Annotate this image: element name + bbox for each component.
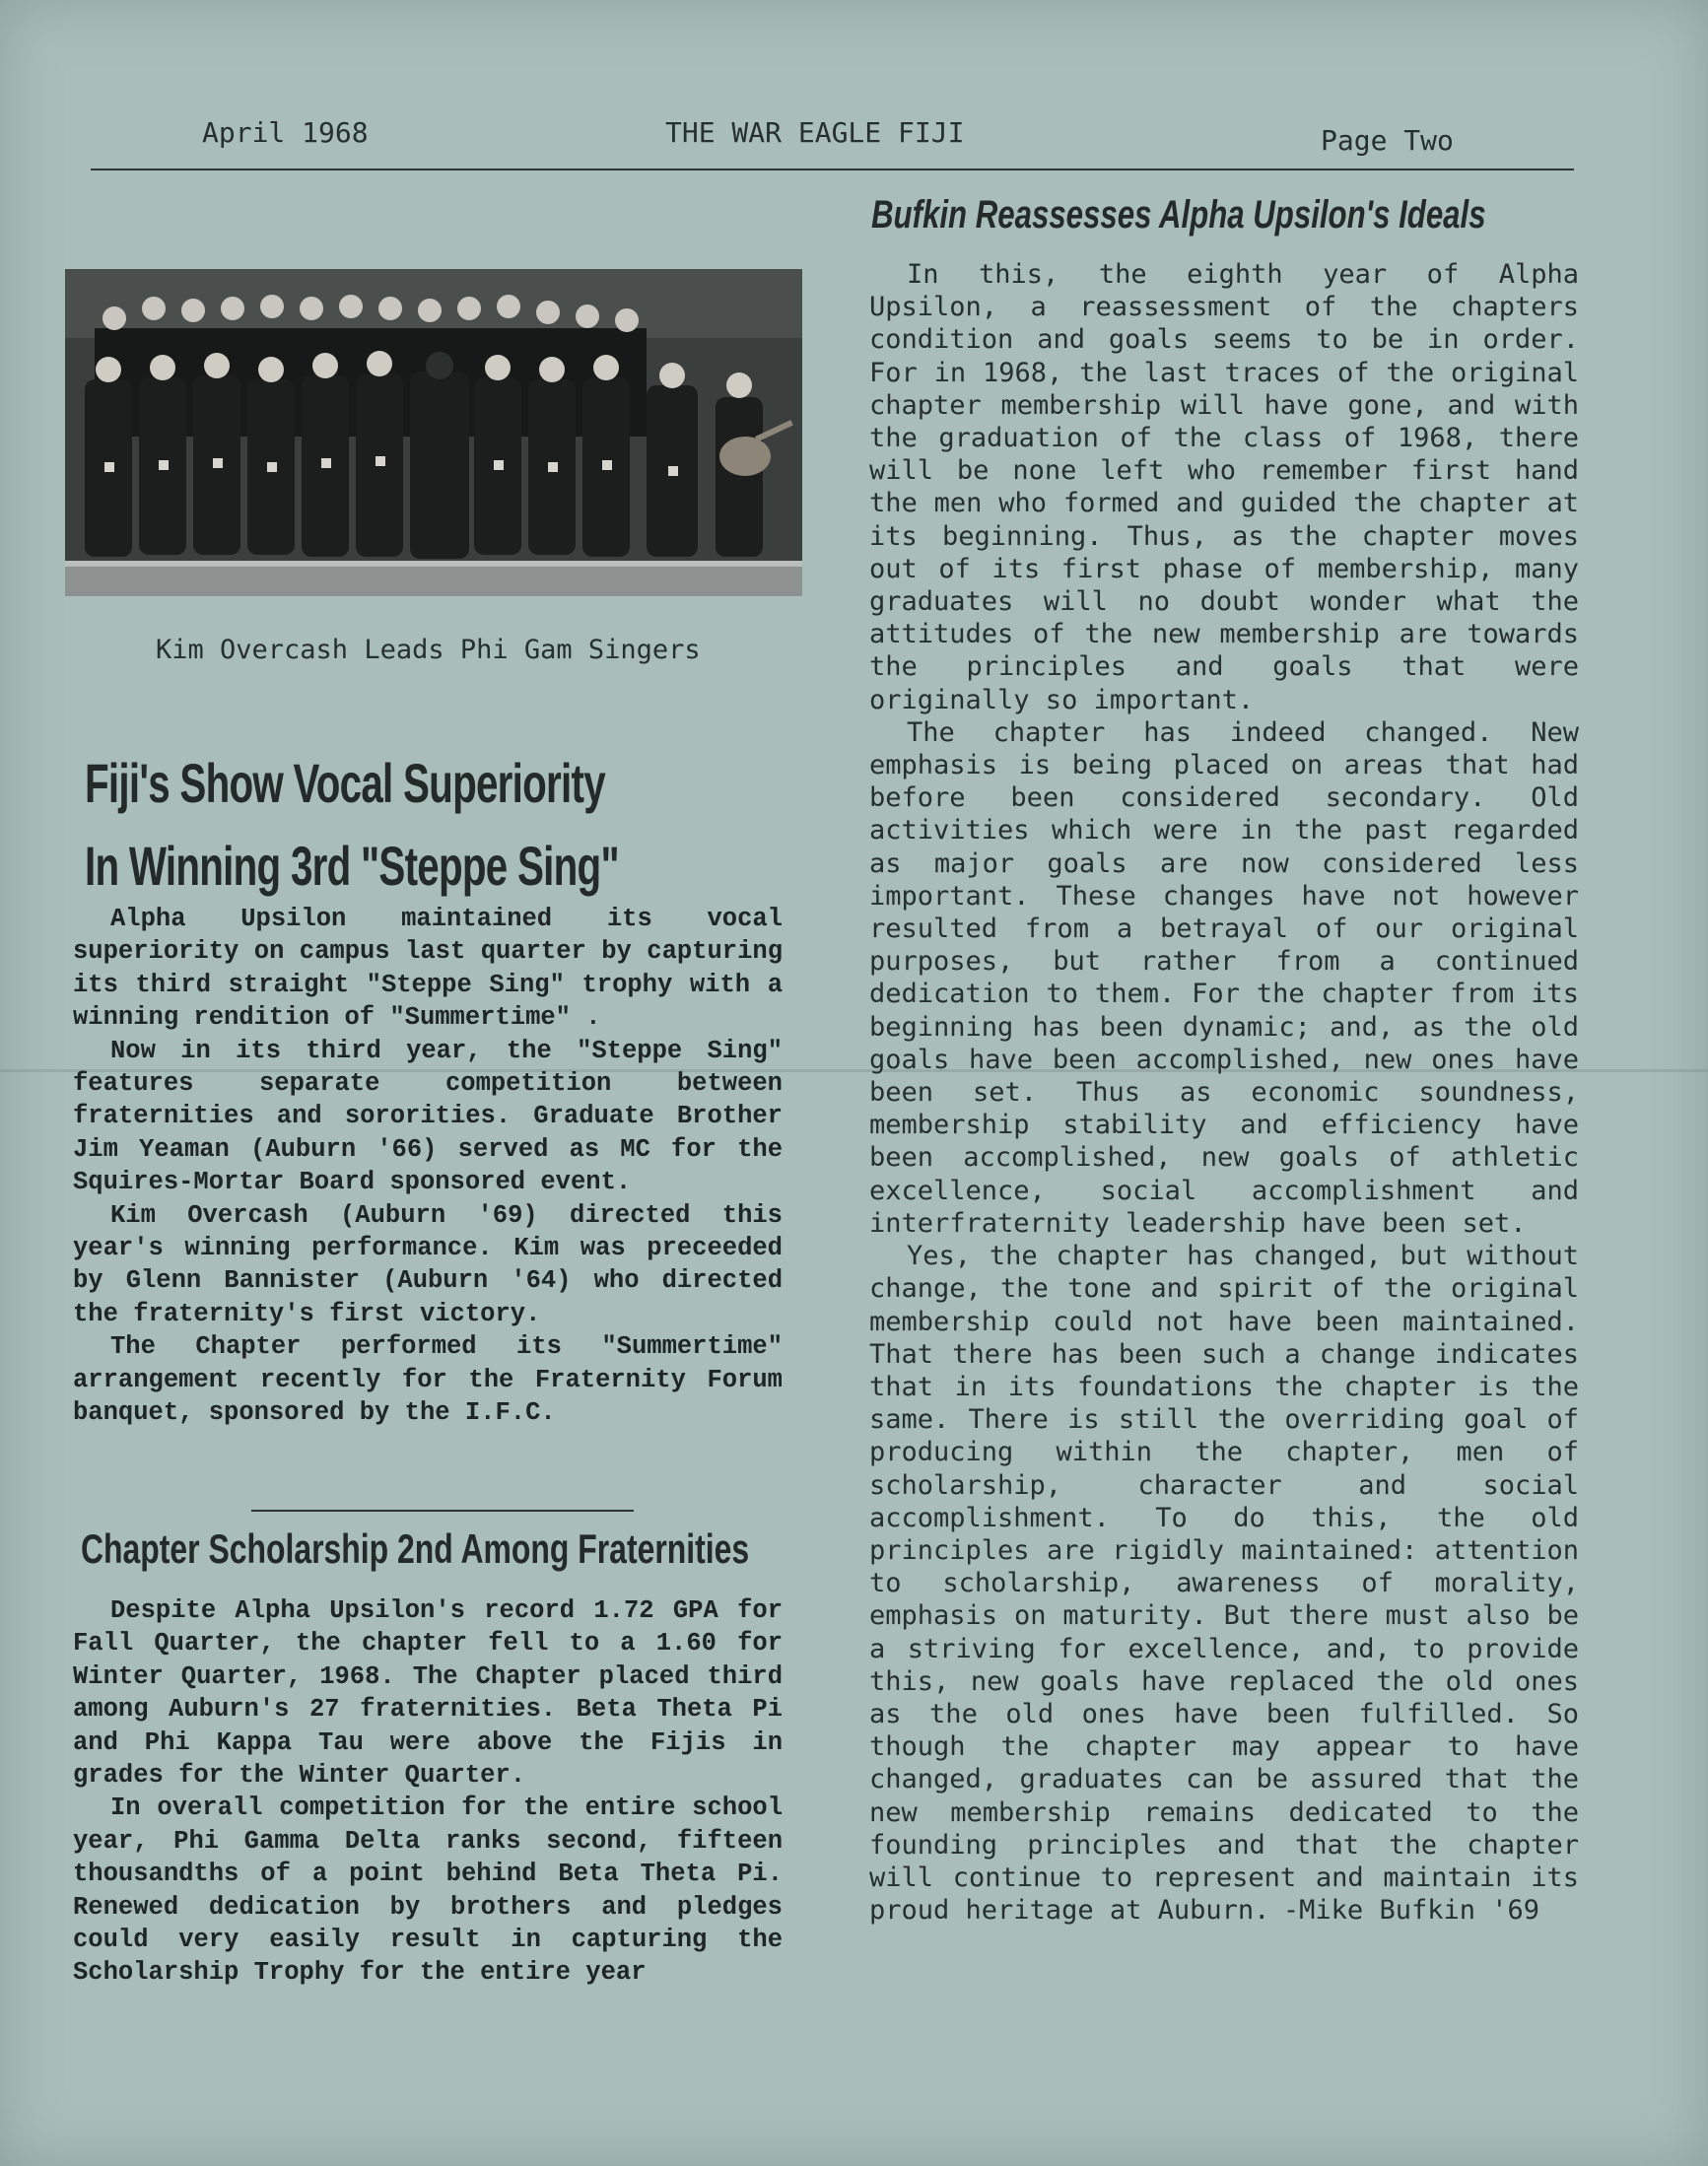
bufkin-article-body (869, 258, 1579, 1928)
photo-caption: Kim Overcash Leads Phi Gam Singers (156, 635, 701, 665)
scholarship-headline: Chapter Scholarship 2nd Among Fraternities (81, 1525, 750, 1572)
steppe-paragraph: Now in its third year, the "Steppe Sing" features separate competition between fraternities and sororities. Graduate Brother Jim Yeaman (Auburn '66) served as MC for the Squires-Mortar Board sponsored event. (73, 1036, 783, 1197)
steppe-headline-line1: Fiji's Show Vocal Superiority (85, 752, 605, 814)
steppe-headline-line2: In Winning 3rd "Steppe Sing" (85, 835, 619, 897)
singers-photo (65, 269, 802, 596)
issue-date: April 1968 (202, 116, 369, 149)
header-divider (91, 169, 1574, 170)
scholarship-paragraph: In overall competition for the entire school year, Phi Gamma Delta ranks second, fifteen thousandths of a point behind Beta Theta Pi. Renewed dedication by brothers and pledges could very easily result in capturing the Scholarship Trophy for the entire year (73, 1794, 783, 1988)
steppe-article-body (73, 903, 783, 1430)
bufkin-paragraph: In this, the eighth year of Alpha Upsilon, a reassessment of the chapters condition and goals seems to be in order. For in 1968, the last traces of the original chapter membership will have gone, and with the graduation of the class of 1968, there will be none left who remember first hand the men who formed and guided the chapter at its beginning. Thus, as the chapter moves out of its first phase of membership, many graduates will no doubt wonder what the attitudes of the new membership are towards the principles and goals that were originally so important. (869, 259, 1579, 715)
steppe-paragraph: Alpha Upsilon maintained its vocal superiority on campus last quarter by capturing its third straight "Steppe Sing" trophy with a winning rendition of "Summertime" . (73, 905, 783, 1033)
steppe-paragraph: Kim Overcash (Auburn '69) directed this year's winning performance. Kim was preceeded by Glenn Bannister (Auburn '64) who directed the fraternity's first victory. (73, 1200, 783, 1328)
steppe-paragraph: The Chapter performed its "Summertime" arrangement recently for the Fraternity Forum banquet, sponsored by the I.F.C. (73, 1332, 783, 1428)
author-signature: -Mike Bufkin '69 (1282, 1895, 1539, 1927)
bufkin-paragraph: Yes, the chapter has changed, but without change, the tone and spirit of the original membership could not have been maintained. That there has been such a change indicates that in its foundations the chapter is the same. There is still the overriding goal of producing within the chapter, men of scholarship, character and social accomplishment. To do this, the old principles are rigidly maintained: attention to scholarship, awareness of morality, emphasis on maturity. But there must also be a striving for excellence, and, to provide this, new goals have replaced the old ones as the old ones have been fulfilled. So though the chapter may appear to have changed, graduates can be assured that the new membership remains dedicated to the founding principles and that the chapter will continue to represent and maintain its proud heritage at Auburn. (869, 1241, 1579, 1927)
article-divider (251, 1510, 634, 1512)
scholarship-article-body (73, 1594, 783, 1990)
page-number: Page Two (1321, 124, 1454, 157)
bufkin-headline: Bufkin Reassesses Alpha Upsilon's Ideals (871, 193, 1486, 237)
masthead (89, 116, 1577, 166)
bufkin-paragraph: The chapter has indeed changed. New emphasis is being placed on areas that had before been considered secondary. Old activities which were in the past regarded as major goals are now considered less important. These changes have not however resulted from a betrayal of our original purposes, but rather from a continued dedication to them. For the chapter from its beginning has been dynamic; and, as the old goals have been accomplished, new ones have been set. Thus as economic soundness, membership stability and efficiency have been accomplished, new goals of athletic excellence, social accomplishment and interfraternity leadership have been set. (869, 716, 1579, 1239)
singers-photo-image (65, 269, 802, 596)
newsletter-title: THE WAR EAGLE FIJI (665, 116, 965, 149)
scholarship-paragraph: Despite Alpha Upsilon's record 1.72 GPA for Fall Quarter, the chapter fell to a 1.60 for Winter Quarter, 1968. The Chapter placed third among Auburn's 27 fraternities. Beta Theta Pi and Phi Kappa Tau were above the Fijis in grades for the Winter Quarter. (73, 1596, 783, 1791)
